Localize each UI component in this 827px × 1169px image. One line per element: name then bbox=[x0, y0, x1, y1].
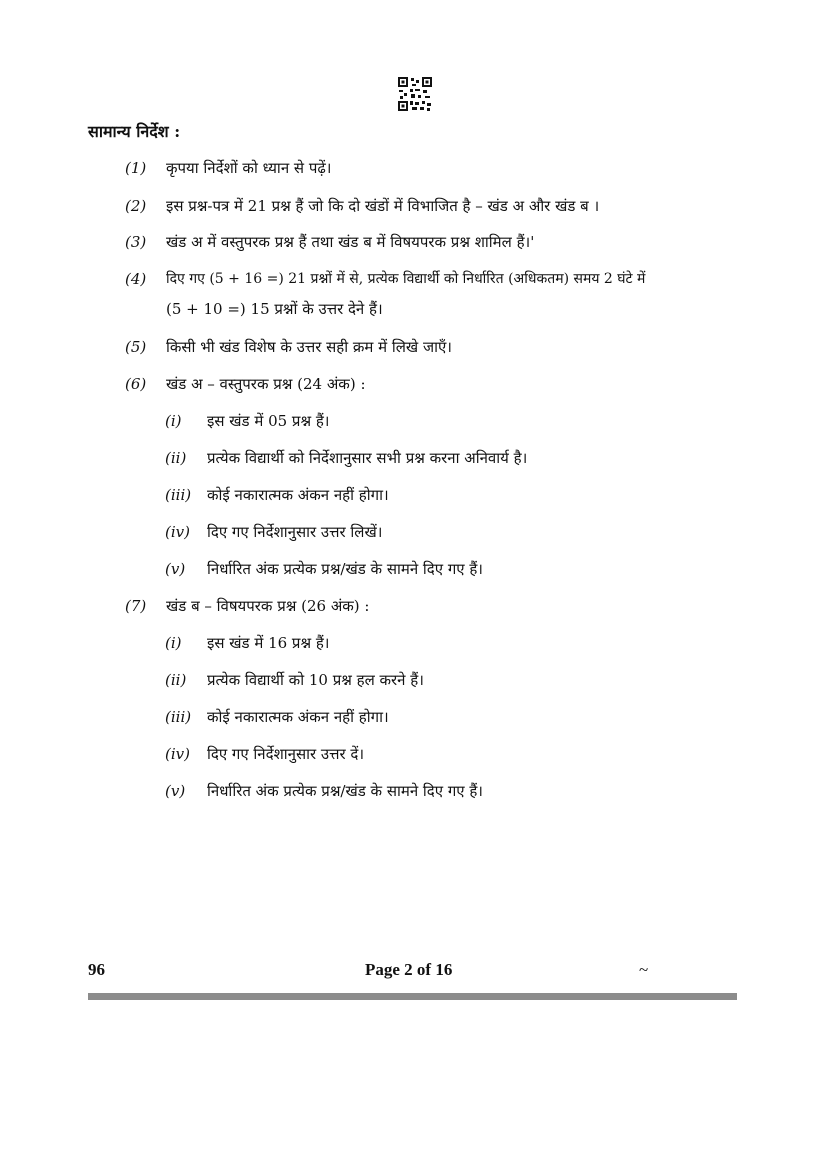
item-text: खंड ब – विषयपरक प्रश्न (26 अंक) : bbox=[166, 597, 370, 615]
qr-code-icon bbox=[398, 77, 432, 111]
item-text: किसी भी खंड विशेष के उत्तर सही क्रम में लिखे जाएँ। bbox=[166, 338, 452, 356]
subitem-number: (v) bbox=[165, 782, 186, 800]
footer-mark: ~ bbox=[639, 960, 649, 979]
page-number: Page 2 of 16 bbox=[365, 960, 453, 979]
subitem-text: इस खंड में 16 प्रश्न हैं। bbox=[207, 634, 330, 652]
subitem-text: दिए गए निर्देशानुसार उत्तर दें। bbox=[207, 745, 365, 763]
subitem-number: (iii) bbox=[165, 486, 192, 504]
item-text: इस प्रश्न-पत्र में 21 प्रश्न हैं जो कि दो खंडों में विभाजित है – खंड अ और खंड ब । bbox=[166, 197, 600, 215]
subitem-text: कोई नकारात्मक अंकन नहीं होगा। bbox=[207, 486, 389, 504]
subitem-number: (iv) bbox=[165, 523, 190, 541]
subitem-number: (ii) bbox=[165, 671, 187, 689]
item-number: (4) bbox=[125, 270, 147, 288]
subitem-number: (iii) bbox=[165, 708, 192, 726]
paper-code: 96 bbox=[88, 960, 105, 979]
item-text: दिए गए (5 + 16 =) 21 प्रश्नों में से, प्रत्येक विद्यार्थी को निर्धारित (अधिकतम) समय 2 घंटे में bbox=[166, 271, 646, 287]
item-text-continued: (5 + 10 =) 15 प्रश्नों के उत्तर देने हैं। bbox=[166, 300, 383, 318]
subitem-text: इस खंड में 05 प्रश्न हैं। bbox=[207, 412, 330, 430]
subitem-text: प्रत्येक विद्यार्थी को 10 प्रश्न हल करने हैं। bbox=[207, 671, 424, 689]
item-text: खंड अ में वस्तुपरक प्रश्न हैं तथा खंड ब में विषयपरक प्रश्न शामिल हैं।' bbox=[166, 233, 535, 251]
footer-rule bbox=[88, 993, 737, 1000]
item-number: (7) bbox=[125, 597, 147, 615]
subitem-text: कोई नकारात्मक अंकन नहीं होगा। bbox=[207, 708, 389, 726]
subitem-number: (ii) bbox=[165, 449, 187, 467]
subitem-number: (v) bbox=[165, 560, 186, 578]
general-instructions-heading: सामान्य निर्देश : bbox=[88, 122, 181, 141]
subitem-number: (i) bbox=[165, 634, 182, 652]
subitem-text: निर्धारित अंक प्रत्येक प्रश्न/खंड के सामने दिए गए हैं। bbox=[207, 560, 483, 578]
item-number: (5) bbox=[125, 338, 147, 356]
item-text: खंड अ – वस्तुपरक प्रश्न (24 अंक) : bbox=[166, 375, 366, 393]
item-number: (6) bbox=[125, 375, 147, 393]
item-number: (3) bbox=[125, 233, 147, 251]
subitem-number: (iv) bbox=[165, 745, 190, 763]
item-number: (1) bbox=[125, 159, 147, 177]
item-text: कृपया निर्देशों को ध्यान से पढ़ें। bbox=[166, 159, 332, 177]
subitem-number: (i) bbox=[165, 412, 182, 430]
item-number: (2) bbox=[125, 197, 147, 215]
subitem-text: निर्धारित अंक प्रत्येक प्रश्न/खंड के सामने दिए गए हैं। bbox=[207, 782, 483, 800]
subitem-text: दिए गए निर्देशानुसार उत्तर लिखें। bbox=[207, 523, 383, 541]
subitem-text: प्रत्येक विद्यार्थी को निर्देशानुसार सभी प्रश्न करना अनिवार्य है। bbox=[207, 449, 528, 467]
